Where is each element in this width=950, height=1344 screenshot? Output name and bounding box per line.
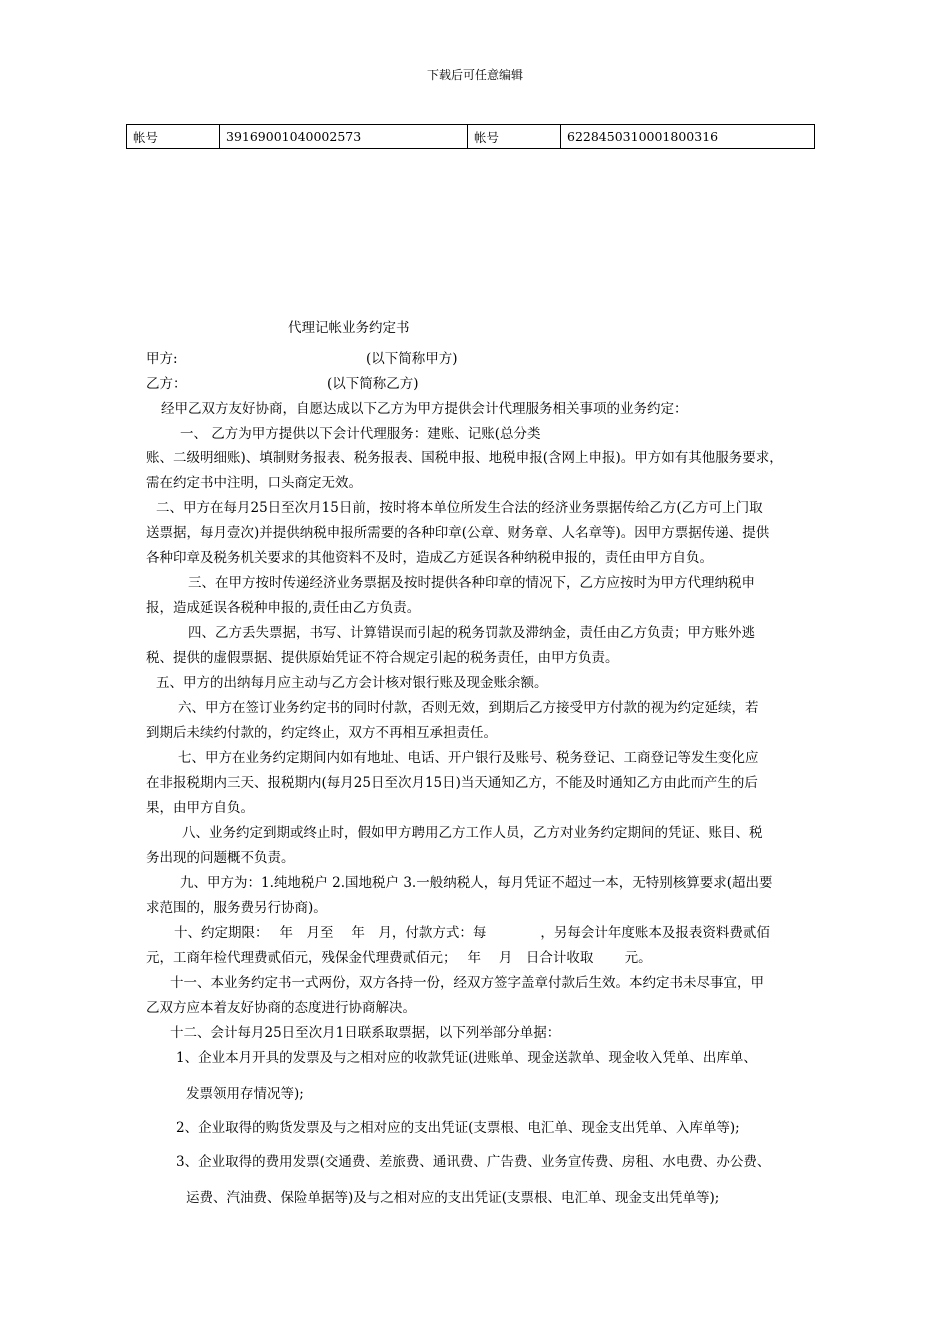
table-row	[127, 125, 815, 149]
clause-7-line: 果，由甲方自负。	[146, 800, 254, 816]
clause-11-line: 十一、本业务约定书一式两份，双方各持一份，经双方签字盖章付款后生效。本约定书未尽事宜，甲	[170, 975, 764, 991]
clause-5-line: 五、甲方的出纳每月应主动与乙方会计核对银行账及现金账余额。	[156, 675, 548, 691]
account-label-right: 帐号	[468, 125, 561, 149]
clause-3-line: 三、在甲方按时传递经济业务票据及按时提供各种印章的情况下，乙方应按时为甲方代理纳税申	[188, 575, 755, 591]
party-b-suffix: (以下简称乙方)	[327, 376, 419, 392]
clause-6-line: 六、甲方在签订业务约定书的同时付款，否则无效，到期后乙方接受甲方付款的视为约定延续，若	[178, 700, 759, 716]
list-item: 3、企业取得的费用发票(交通费、差旅费、通讯费、广告费、业务宣传费、房租、水电费、办公费、	[176, 1154, 771, 1170]
clause-1-line: 账、二级明细账)、填制财务报表、税务报表、国税申报、地税申报(含网上申报)。甲方如有其他服务要求，	[146, 450, 783, 466]
clause-3-line: 报，造成延误各税种申报的,责任由乙方负责。	[146, 600, 421, 616]
account-value-right: 6228450310001800316	[561, 125, 815, 149]
clause-7-line: 七、甲方在业务约定期间内如有地址、电话、开户银行及账号、税务登记、工商登记等发生变化应	[178, 750, 759, 766]
clause-8-line: 务出现的问题概不负责。	[146, 850, 295, 866]
party-a-label: 甲方:	[146, 351, 178, 367]
clause-9-line: 九、甲方为：1.纯地税户 2.国地税户 3.一般纳税人，每月凭证不超过一本，无特别核算要求(超出要	[180, 875, 773, 891]
party-a-suffix: (以下简称甲方)	[366, 351, 458, 367]
clause-4-line: 四、乙方丢失票据，书写、计算错误而引起的税务罚款及滞纳金，责任由乙方负责；甲方账外逃	[188, 625, 755, 641]
clause-6-line: 到期后未续约付款的，约定终止，双方不再相互承担责任。	[146, 725, 497, 741]
account-table	[126, 124, 815, 149]
clause-7-line: 在非报税期内三天、报税期内(每月25日至次月15日)当天通知乙方，不能及时通知乙方由此而产生的后	[146, 775, 758, 791]
list-item: 2、企业取得的购货发票及与之相对应的支出凭证(支票根、电汇单、现金支出凭单、入库单等);	[176, 1120, 740, 1136]
party-b-label: 乙方：	[146, 376, 187, 392]
clause-2-line: 各种印章及税务机关要求的其他资料不及时，造成乙方延误各种纳税申报的，责任由甲方自负。	[146, 550, 713, 566]
clause-4-line: 税、提供的虚假票据、提供原始凭证不符合规定引起的税务责任，由甲方负责。	[146, 650, 619, 666]
clause-1-line: 需在约定书中注明，口头商定无效。	[146, 475, 362, 491]
list-item: 1、企业本月开具的发票及与之相对应的收款凭证(进账单、现金送款单、现金收入凭单、出库单、	[176, 1050, 757, 1066]
clause-12-line: 十二、会计每月25日至次月1日联系取票据，以下列举部分单据：	[170, 1025, 561, 1041]
clause-2-line: 二、甲方在每月25日至次月15日前，按时将本单位所发生合法的经济业务票据传给乙方(乙方可上门取	[156, 500, 763, 516]
account-value-left: 39169001040002573	[220, 125, 468, 149]
account-label-left: 帐号	[127, 125, 220, 149]
clause-2-line: 送票据，每月壹次)并提供纳税申报所需要的各种印章(公章、财务章、人名章等)。因甲方票据传递、提供	[146, 525, 770, 541]
list-item: 运费、汽油费、保险单据等)及与之相对应的支出凭证(支票根、电汇单、现金支出凭单等);	[186, 1190, 720, 1206]
document-title: 代理记帐业务约定书	[288, 320, 410, 336]
header-note: 下载后可任意编辑	[426, 68, 523, 82]
clause-11-line: 乙双方应本着友好协商的态度进行协商解决。	[146, 1000, 416, 1016]
list-item: 发票领用存情况等);	[186, 1086, 304, 1102]
clause-10-line: 元，工商年检代理费贰佰元，残保金代理费贰佰元； 年 月 日合计收取 元。	[146, 950, 652, 966]
clause-1-line: 一、 乙方为甲方提供以下会计代理服务：建账、记账(总分类	[180, 426, 541, 442]
clause-8-line: 八、业务约定到期或终止时，假如甲方聘用乙方工作人员，乙方对业务约定期间的凭证、账目、税	[182, 825, 763, 841]
clause-9-line: 求范围的，服务费另行协商)。	[146, 900, 327, 916]
clause-10-line: 十、约定期限： 年 月至 年 月，付款方式：每 ，另每会计年度账本及报表资料费贰佰	[174, 925, 770, 941]
intro-line: 经甲乙双方友好协商，自愿达成以下乙方为甲方提供会计代理服务相关事项的业务约定：	[161, 401, 688, 417]
